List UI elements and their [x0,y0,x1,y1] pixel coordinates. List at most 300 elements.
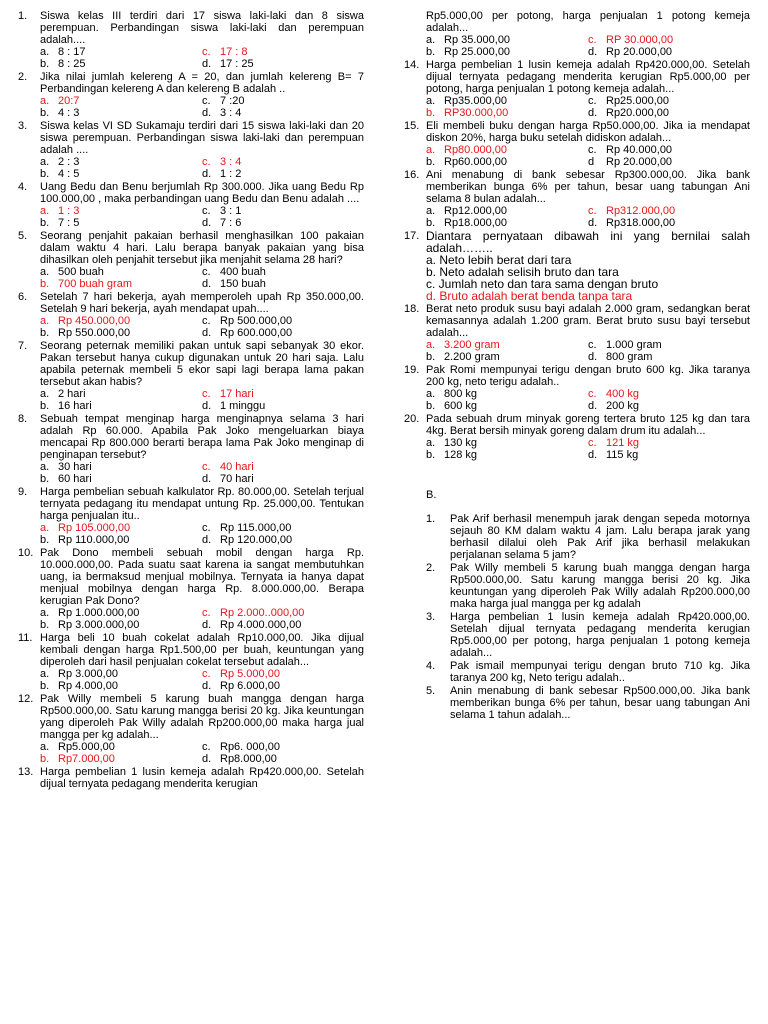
essay-text: Anin menabung di bank sebesar Rp500.000,00. Jika bank memberikan bunga 6% per tahun, besar uang tabungan Ani selama 1 tahun adalah... [450,685,750,721]
option-text: Rp6. 000,00 [220,741,280,753]
answer-option [40,327,202,339]
option-letter: d. [202,680,212,692]
option-text: Rp 600.000,00 [220,327,293,339]
option-letter: a. [40,46,50,58]
option-letter: a. [40,607,50,619]
answer-option [202,217,364,229]
option-text: Rp 105.000,00 [58,522,131,534]
answer-option-key [202,668,364,680]
answer-option [40,619,202,631]
essay-number: 2. [426,562,436,574]
question-text: Pada sebuah drum minyak goreng tertera bruto 125 kg dan tara 4kg. Berat bersih minyak goreng dalam drum itu adalah... [426,413,750,437]
answer-options [18,461,364,485]
option-text: 3 : 4 [220,156,242,168]
option-text: Rp8.000,00 [220,753,277,765]
answer-option [426,388,588,400]
option-letter: b. [426,351,436,363]
option-text: 2 hari [58,388,86,400]
option-letter: a. [40,461,50,473]
answer-option-key [202,156,364,168]
essay-number: 5. [426,685,436,697]
option-letter: b. [40,217,50,229]
option-text: 1 : 2 [220,168,242,180]
question-text: Harga beli 10 buah cokelat adalah Rp10.000,00. Jika dijual kembali dengan harga Rp1.500,00 per buah, keuntungan yang diperoleh dari hasil penjualan cokelat tersebut adalah... [40,632,364,668]
option-text: 115 kg [606,449,639,461]
option-letter: a. [426,339,436,351]
right-questions [404,10,750,461]
question-text: Setelah 7 hari bekerja, ayah memperoleh upah Rp 350.000,00. Setelah 9 hari bekerja, ayah mendapat upah.... [40,291,364,315]
answer-option [40,58,202,70]
answer-option [202,741,364,753]
question-number: 4. [18,181,28,193]
option-letter: d. [202,327,212,339]
option-letter: b. [426,156,436,168]
question-item [404,303,750,363]
question-head [404,120,750,144]
answer-option-key [426,339,588,351]
question-head [18,181,364,205]
answer-option-key [40,205,202,217]
option-text: Rp 3.000.000,00 [58,619,140,631]
option-text: 8 : 17 [58,46,86,58]
question-number: 8. [18,413,28,425]
question-head [18,71,364,95]
answer-options [18,95,364,119]
answer-options [18,156,364,180]
answer-option [40,400,202,412]
question-text: Siswa kelas III terdiri dari 17 siswa laki-laki dan 8 siswa perempuan. Perbandingan siswa laki-laki dan perempuan adalah.... [40,10,364,46]
answer-option [588,107,750,119]
option-text: 17 : 8 [220,46,248,58]
answer-option-key [40,278,202,290]
question-text: Siswa kelas VI SD Sukamaju terdiri dari 15 siswa laki-laki dan 20 siswa perempuan. Perbandingan siswa laki-laki dan perempuan adalah .... [40,120,364,156]
option-text: 800 gram [606,351,653,363]
option-text: Rp60.000,00 [444,156,507,168]
option-letter: b. [40,327,50,339]
option-letter: a. [40,315,50,327]
answer-option-key [40,95,202,107]
option-text: 70 hari [220,473,254,485]
question-number: 15. [404,120,420,132]
question-item [18,766,364,790]
answer-option-key [40,522,202,534]
option-text: Rp 40.000,00 [606,144,673,156]
answer-options [404,205,750,229]
option-letter: a. [40,388,50,400]
option-letter: b. [40,107,50,119]
option-letter: d. [202,278,212,290]
option-letter: d. [202,753,212,765]
question-head [404,364,750,388]
answer-option-key [426,107,588,119]
option-text: 128 kg [444,449,478,461]
answer-options [18,46,364,70]
option-letter: b. [40,753,50,765]
question-item [18,230,364,290]
option-text: 17 hari [220,388,254,400]
question-head [18,413,364,461]
answer-option [40,156,202,168]
option-text: Rp12.000,00 [444,205,507,217]
question-number: 6. [18,291,28,303]
question-head [18,547,364,607]
answer-option [202,534,364,546]
option-letter: b. [40,534,50,546]
statement-option: b. Neto adalah selisih bruto dan tara [426,265,619,279]
option-text: 400 buah [220,266,266,278]
answer-option [40,461,202,473]
option-letter: c. [588,388,597,400]
question-number: 5. [18,230,28,242]
answer-option [588,351,750,363]
option-text: 17 : 25 [220,58,254,70]
essay-number: 4. [426,660,436,672]
question-item [18,693,364,765]
option-text: Rp80.000,00 [444,144,507,156]
option-letter: a. [426,34,436,46]
question-text: Jika nilai jumlah kelereng A = 20, dan jumlah kelereng B= 7 Perbandingan kelereng A dan kelereng B adalah .. [40,71,364,95]
option-letter: a. [40,741,50,753]
option-text: Rp 450.000,00 [58,315,131,327]
option-text: Rp 6.000,00 [220,680,280,692]
option-text: Rp5.000,00 [58,741,115,753]
option-letter: c. [202,668,211,680]
option-text: Rp 120.000,00 [220,534,293,546]
answer-options [404,388,750,412]
question-text: Pak Willy membeli 5 karung buah mangga dengan harga Rp500.000,00. Satu karung mangga berisi 20 kg. Jika keuntungan yang diperoleh Pak Willy adalah Rp200.000,00 maka harga jual mangga per kg adalah... [40,693,364,741]
answer-option [588,144,750,156]
answer-option [426,351,588,363]
option-letter: c. [588,34,597,46]
question-head [18,230,364,266]
option-text: 121 kg [606,437,640,449]
option-letter: d. [202,168,212,180]
answer-option [588,400,750,412]
question-head [18,693,364,741]
option-text: Rp20.000,00 [606,107,669,119]
option-text: RP30.000,00 [444,107,509,119]
option-text: 7 :20 [220,95,245,107]
question-number: 16. [404,169,420,181]
option-text: 3 : 1 [220,205,242,217]
option-text: Rp318.000,00 [606,217,676,229]
question-head [18,486,364,522]
answer-option [40,168,202,180]
question-number: 10. [18,547,34,559]
option-letter: d [588,156,595,168]
option-letter: a. [40,95,50,107]
essay-item [404,685,750,721]
answer-options [404,339,750,363]
question-text: Harga pembelian sebuah kalkulator Rp. 80.000,00. Setelah terjual ternyata pedagang itu mendapat untung Rp. 25.000,00. Tentukan harga penjualan itu.. [40,486,364,522]
question-number: 18. [404,303,420,315]
essay-item [404,611,750,659]
option-letter: d. [202,58,212,70]
option-text: Rp7.000,00 [58,753,115,765]
option-letter: b. [40,619,50,631]
option-letter: a. [40,266,50,278]
option-letter: c. [588,339,597,351]
option-text: Rp 25.000,00 [444,46,511,58]
answer-option [40,388,202,400]
option-letter: d. [202,473,212,485]
option-text: 8 : 25 [58,58,86,70]
answer-option [202,205,364,217]
option-text: RP 30.000,00 [606,34,674,46]
answer-option [202,315,364,327]
option-text: 400 kg [606,388,640,400]
section-b-title: B. [426,489,437,501]
option-text: 7 : 5 [58,217,80,229]
answer-options [18,315,364,339]
option-letter: b. [40,278,50,290]
option-letter: a. [426,144,436,156]
answer-option [426,400,588,412]
option-letter: c. [202,522,211,534]
question-number: 13. [18,766,34,778]
right-column [404,10,750,722]
question-item [404,364,750,412]
option-letter: c. [202,95,211,107]
question-item [18,547,364,631]
option-text: Rp 500.000,00 [220,315,293,327]
question-head [18,766,364,790]
answer-option [40,217,202,229]
option-text: 1 minggu [220,400,266,412]
question-item [18,291,364,339]
option-letter: c. [202,607,211,619]
essay-number: 1. [426,513,436,525]
option-text: 200 kg [606,400,640,412]
option-text: Rp 110.000,00 [58,534,130,546]
option-letter: d. [202,107,212,119]
option-text: Rp25.000,00 [606,95,669,107]
option-text: 60 hari [58,473,92,485]
question-head [404,230,750,254]
answer-options [404,437,750,461]
option-text: 4 : 3 [58,107,80,119]
essay-item [404,513,750,561]
option-letter: c. [202,461,211,473]
option-letter: a. [40,156,50,168]
essay-text: Harga pembelian 1 lusin kemeja adalah Rp420.000,00. Setelah dijual ternyata pedagang menderita kerugian Rp5.000,00 per potong, harga penjualan 1 potong kemeja adalah... [450,611,750,659]
option-text: Rp 4.000.000,00 [220,619,302,631]
question-text: Pak Dono membeli sebuah mobil dengan harga Rp. 10.000.000,00. Pada suatu saat karena ia sangat membutuhkan uang, ia bermaksud menjual mobilnya. Ternyata ia hanya dapat menjual mobilnya dengan harga Rp. 8.000.000,00. Berapa kerugian Pak Dono? [40,547,364,607]
answer-option [202,753,364,765]
answer-option [202,619,364,631]
question-head [404,303,750,339]
option-text: Rp 550.000,00 [58,327,131,339]
answer-option [202,327,364,339]
option-letter: b. [426,400,436,412]
option-text: 4 : 5 [58,168,80,180]
essay-text: Pak Willy membeli 5 karung buah mangga dengan harga Rp500.000,00. Satu karung mangga berisi 20 kg. Jika keuntungan yang diperoleh Pak Willy adalah Rp200.000,00 maka harga jual mangga per kg adalah [450,562,750,610]
question-head [404,10,750,34]
essay-number: 3. [426,611,436,623]
option-letter: a. [426,95,436,107]
answer-option [426,46,588,58]
question-head [404,169,750,205]
question-text: Sebuah tempat menginap harga menginapnya selama 3 hari adalah Rp 60.000. Apabila Pak Joko mengeluarkan biaya mencapai Rp 800.000 berarti berapa lama Pak Joko menginap di penginapan tersebut? [40,413,364,461]
answer-option [202,522,364,534]
answer-option [588,339,750,351]
option-letter: b. [426,217,436,229]
answer-option [426,205,588,217]
answer-option-key [588,437,750,449]
option-letter: a. [40,668,50,680]
essay-list [404,513,750,721]
option-letter: c. [588,437,597,449]
essay-item [404,562,750,610]
option-text: Rp 4.000,00 [58,680,118,692]
question-item [18,340,364,412]
option-text: Rp 2.000..000,00 [220,607,305,619]
answer-option-key [202,607,364,619]
answer-option [426,34,588,46]
answer-options [18,741,364,765]
option-letter: b. [40,680,50,692]
option-text: 20:7 [58,95,80,107]
question-item [404,10,750,58]
essay-text: Pak Arif berhasil menempuh jarak dengan sepeda motornya sejauh 80 KM dalam waktu 4 jam. Lalu berapa jarak yang berhasil dilalui oleh Pak Arif jika berhasil melakukan perjalanan selama 5 jam? [450,513,750,561]
answer-options [18,266,364,290]
answer-option [426,437,588,449]
option-text: Rp35.000,00 [444,95,507,107]
answer-option [202,473,364,485]
answer-option-key [588,205,750,217]
option-letter: a. [426,437,436,449]
answer-option [588,156,750,168]
option-letter: d. [202,534,212,546]
option-text: 7 : 6 [220,217,242,229]
question-text: Eli membeli buku dengan harga Rp50.000,00. Jika ia mendapat diskon 20%, harga buku setelah didiskon adalah... [426,120,750,144]
option-letter: b. [426,107,436,119]
option-letter: c. [202,266,211,278]
answer-option-key [588,388,750,400]
answer-option [426,156,588,168]
option-text: Rp 35.000,00 [444,34,511,46]
option-text: Rp 5.000,00 [220,668,280,680]
answer-options [404,95,750,119]
option-letter: b. [40,473,50,485]
option-text: Rp 115.000,00 [220,522,292,534]
question-text: Seorang penjahit pakaian berhasil menghasilkan 100 pakaian dalam waktu 4 hari. Lalu berapa banyak pakaian yang bisa dihasilkan oleh penjahit tersebut jika menjahit selama 28 hari? [40,230,364,266]
statement-options [404,254,750,302]
answer-option [40,680,202,692]
answer-option-key [40,315,202,327]
answer-option [202,58,364,70]
option-text: 30 hari [58,461,92,473]
option-text: Rp 1.000.000,00 [58,607,140,619]
question-number [404,10,426,34]
question-number: 2. [18,71,28,83]
section-b [404,489,750,721]
option-letter: b. [426,46,436,58]
option-letter: d. [588,217,598,229]
question-text: Uang Bedu dan Benu berjumlah Rp 300.000. Jika uang Bedu Rp 100.000,00 , maka perbandingan uang Bedu dan Benu adalah .... [40,181,364,205]
option-text: 600 kg [444,400,478,412]
statement-option: c. Jumlah neto dan tara sama dengan bruto [426,277,659,291]
answer-option [588,95,750,107]
answer-option-key [202,461,364,473]
question-number: 3. [18,120,28,132]
option-letter: b. [40,58,50,70]
question-item [18,632,364,692]
option-letter: c. [588,144,597,156]
question-item [18,486,364,546]
answer-option [40,473,202,485]
option-letter: c. [202,388,211,400]
option-text: Rp 20.000,00 [606,46,673,58]
option-letter: d. [588,449,598,461]
option-letter: a. [40,205,50,217]
option-letter: b. [426,449,436,461]
option-letter: d. [202,217,212,229]
left-column [18,10,364,791]
option-text: 500 buah [58,266,104,278]
answer-option-key [202,388,364,400]
answer-option-key [202,46,364,58]
answer-option [202,680,364,692]
question-text: Berat neto produk susu bayi adalah 2.000 gram, sedangkan berat kemasannya adalah 1.200 gram. Berat bruto susu bayi tersebut adalah... [426,303,750,339]
question-text: Harga pembelian 1 lusin kemeja adalah Rp420.000,00. Setelah dijual ternyata pedagang menderita kerugian Rp5.000,00 per potong, harga penjualan 1 potong kemeja adalah... [426,59,750,95]
option-text: 130 kg [444,437,478,449]
answer-option [588,46,750,58]
option-letter: c. [202,46,211,58]
question-text: Harga pembelian 1 lusin kemeja adalah Rp420.000,00. Setelah dijual ternyata pedagang menderita kerugian [40,766,364,790]
option-text: 3 : 4 [220,107,242,119]
option-text: 150 buah [220,278,266,290]
option-text: 700 buah gram [58,278,132,290]
option-text: 2.200 gram [444,351,500,363]
option-letter: c. [202,315,211,327]
question-number: 17. [404,230,420,242]
answer-option [40,534,202,546]
question-text: Seorang peternak memiliki pakan untuk sapi sebanyak 30 ekor. Pakan tersebut hanya cukup digunakan untuk 20 hari saja. Lalu apabila peternak membeli 5 ekor sapi lagi berapa lama pakan tersebut akan habis? [40,340,364,388]
question-head [18,340,364,388]
answer-options [18,607,364,631]
answer-option [202,266,364,278]
question-number: 19. [404,364,420,376]
answer-option [202,278,364,290]
answer-options [404,144,750,168]
option-text: 16 hari [58,400,92,412]
question-item [404,169,750,229]
question-number: 11. [18,632,33,644]
essay-item [404,660,750,684]
option-letter: a. [426,205,436,217]
option-text: 2 : 3 [58,156,80,168]
question-text: Rp5.000,00 per potong, harga penjualan 1 potong kemeja adalah... [426,10,750,34]
question-item [18,413,364,485]
option-letter: d. [588,400,598,412]
option-text: 3.200 gram [444,339,500,351]
answer-option [202,168,364,180]
answer-option [426,217,588,229]
answer-option [40,741,202,753]
option-letter: c. [202,156,211,168]
option-letter: c. [202,205,211,217]
option-letter: d. [588,351,598,363]
answer-options [18,388,364,412]
answer-option-key [426,144,588,156]
answer-option [426,95,588,107]
answer-option [202,400,364,412]
question-item [18,10,364,70]
question-head [18,632,364,668]
question-number: 12. [18,693,34,705]
answer-option [40,668,202,680]
